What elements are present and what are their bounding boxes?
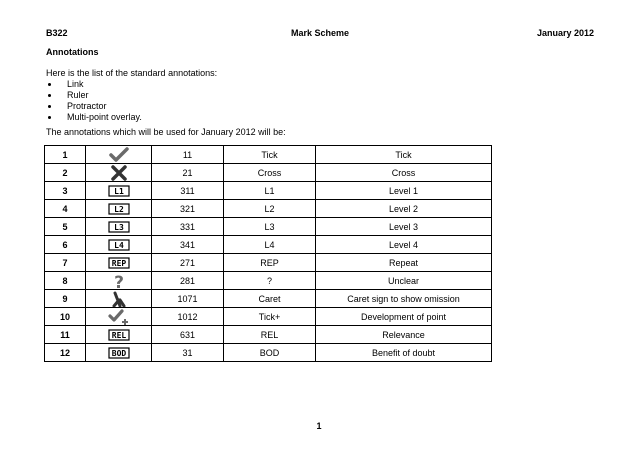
row-number: 9 (45, 290, 86, 308)
tick-icon (108, 147, 130, 163)
annotation-code: 311 (152, 182, 224, 200)
table-row (45, 200, 492, 218)
annotation-icon-cell (86, 344, 152, 362)
annotation-code: 31 (152, 344, 224, 362)
annotation-name: REP (224, 254, 316, 272)
table-row (45, 308, 492, 326)
row-number: 6 (45, 236, 86, 254)
annotation-code: 21 (152, 164, 224, 182)
annotation-code: 321 (152, 200, 224, 218)
list-item: Link (46, 79, 142, 90)
annotation-name: L2 (224, 200, 316, 218)
annotation-icon-cell (86, 236, 152, 254)
icon-label: L1 (113, 186, 124, 196)
annotation-name: L1 (224, 182, 316, 200)
table-row (45, 146, 492, 164)
annotation-name: Tick+ (224, 308, 316, 326)
annotation-name: Caret (224, 290, 316, 308)
annotation-icon-cell (86, 326, 152, 344)
list-item: Multi-point overlay. (46, 112, 142, 123)
annotation-description: Tick (316, 146, 492, 164)
level-4-icon (108, 237, 130, 253)
annotation-icon-cell (86, 182, 152, 200)
table-row (45, 344, 492, 362)
annotation-code: 1071 (152, 290, 224, 308)
annotation-description: Level 3 (316, 218, 492, 236)
annotation-icon-cell (86, 218, 152, 236)
page-number: 1 (316, 421, 322, 431)
icon-label: L4 (113, 240, 124, 250)
bod-icon (108, 345, 130, 361)
annotation-name: Cross (224, 164, 316, 182)
table-row (45, 290, 492, 308)
intro-text: Here is the list of the standard annotations: (46, 68, 218, 78)
annotation-name: BOD (224, 344, 316, 362)
annotation-description: Repeat (316, 254, 492, 272)
table-row (45, 236, 492, 254)
table-row (45, 218, 492, 236)
row-number: 5 (45, 218, 86, 236)
paper-code: B322 (46, 28, 68, 38)
annotation-description: Level 1 (316, 182, 492, 200)
list-item: Ruler (46, 90, 142, 101)
row-number: 10 (45, 308, 86, 326)
annotation-name: L3 (224, 218, 316, 236)
annotation-name: Tick (224, 146, 316, 164)
annotation-icon-cell (86, 146, 152, 164)
icon-label: REL (111, 330, 126, 340)
annotations-table (44, 145, 492, 362)
icon-label: BOD (111, 348, 126, 358)
annotation-icon-cell (86, 164, 152, 182)
annotation-description: Level 2 (316, 200, 492, 218)
annotation-description: Benefit of doubt (316, 344, 492, 362)
annotation-name: REL (224, 326, 316, 344)
repeat-icon (108, 255, 130, 271)
annotation-description: Level 4 (316, 236, 492, 254)
annotation-name: ? (224, 272, 316, 290)
question-mark-icon (108, 273, 130, 289)
annotation-code: 271 (152, 254, 224, 272)
row-number: 2 (45, 164, 86, 182)
annotation-icon-cell (86, 272, 152, 290)
annotation-description: Development of point (316, 308, 492, 326)
row-number: 4 (45, 200, 86, 218)
svg-text:?: ? (113, 272, 124, 289)
annotation-icon-cell (86, 308, 152, 326)
icon-label: REP (111, 258, 126, 268)
annotation-code: 341 (152, 236, 224, 254)
row-number: 3 (45, 182, 86, 200)
usage-text: The annotations which will be used for January 2012 will be: (46, 127, 286, 137)
icon-label: L2 (113, 204, 124, 214)
level-2-icon (108, 201, 130, 217)
annotation-code: 281 (152, 272, 224, 290)
caret-icon (108, 291, 130, 307)
level-3-icon (108, 219, 130, 235)
annotation-icon-cell (86, 200, 152, 218)
annotation-description: Relevance (316, 326, 492, 344)
annotation-code: 1012 (152, 308, 224, 326)
row-number: 1 (45, 146, 86, 164)
header-date: January 2012 (536, 28, 594, 38)
row-number: 8 (45, 272, 86, 290)
standard-annotations-list (46, 79, 142, 123)
annotation-icon-cell (86, 254, 152, 272)
section-heading: Annotations (46, 47, 99, 57)
annotation-description: Unclear (316, 272, 492, 290)
tick-plus-icon (108, 309, 130, 325)
cross-icon (108, 165, 130, 181)
table-row (45, 254, 492, 272)
row-number: 11 (45, 326, 86, 344)
table-row (45, 182, 492, 200)
annotation-code: 631 (152, 326, 224, 344)
header-title: Mark Scheme (290, 28, 350, 38)
annotation-description: Caret sign to show omission (316, 290, 492, 308)
table-row (45, 164, 492, 182)
relevance-icon (108, 327, 130, 343)
annotation-icon-cell (86, 290, 152, 308)
annotation-code: 11 (152, 146, 224, 164)
row-number: 12 (45, 344, 86, 362)
annotation-code: 331 (152, 218, 224, 236)
annotation-name: L4 (224, 236, 316, 254)
list-item: Protractor (46, 101, 142, 112)
row-number: 7 (45, 254, 86, 272)
annotation-description: Cross (316, 164, 492, 182)
table-row (45, 326, 492, 344)
table-row (45, 272, 492, 290)
level-1-icon (108, 183, 130, 199)
icon-label: L3 (113, 222, 124, 232)
